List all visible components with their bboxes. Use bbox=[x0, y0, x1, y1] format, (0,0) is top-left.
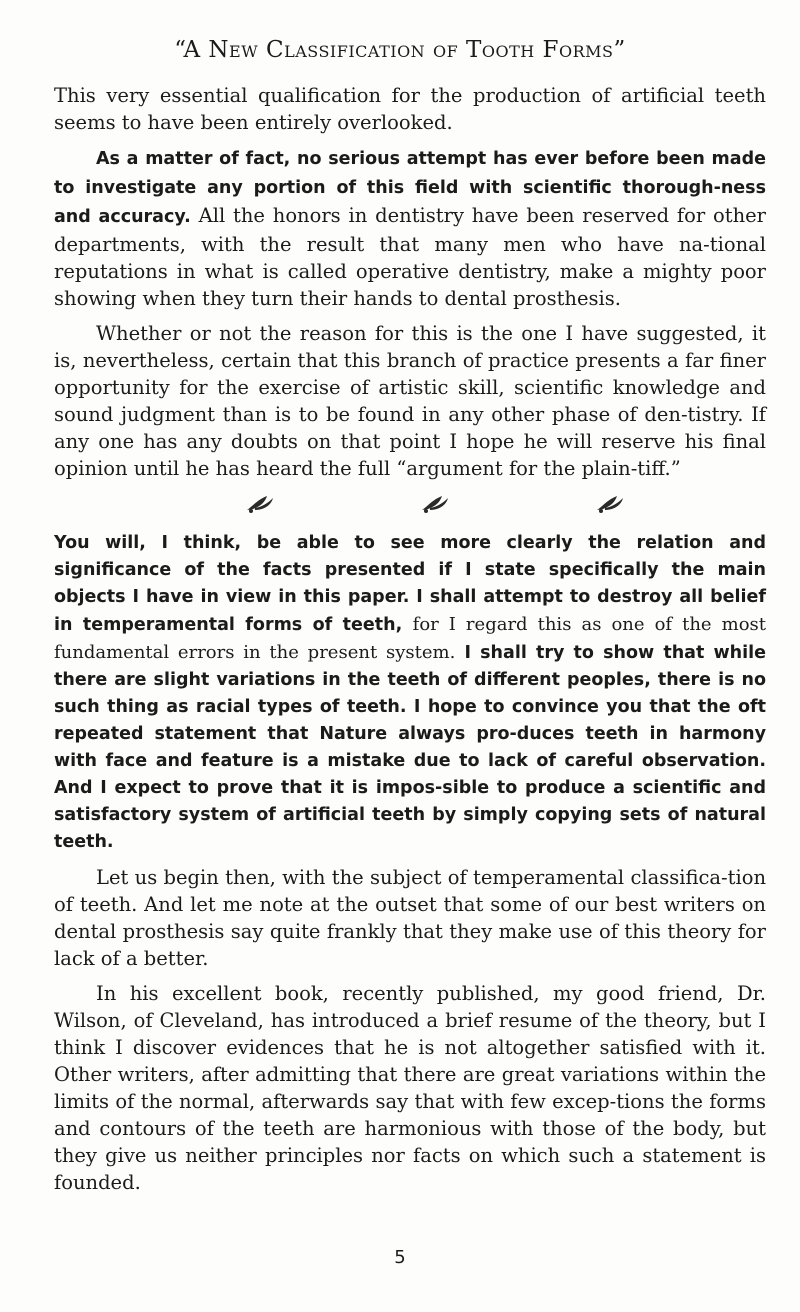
leaf-ornament-icon bbox=[245, 492, 275, 514]
paragraph-6 bbox=[54, 980, 766, 1196]
page-number: 5 bbox=[394, 1247, 406, 1268]
leaf-ornament-icon bbox=[420, 492, 450, 514]
leaf-ornament-icon bbox=[595, 492, 625, 514]
running-head: “A New Classification of Tooth Forms” bbox=[174, 37, 626, 63]
paragraph-4-plain-text: for I regard this as one of the most fundamental errors in the present system. bbox=[54, 614, 766, 663]
paragraph-1 bbox=[54, 82, 766, 136]
paragraph-3 bbox=[54, 320, 766, 482]
section-break-ornaments bbox=[195, 490, 625, 516]
paragraph-6-text: In his excellent book, recently published, my good friend, Dr. Wilson, of Cleveland, has introduced a brief resume of the theory, but I think I discover evidences that he is not altogether satisfied with it. Other writers, after admitting that there are great variations within the limits of the normal, afterwards say that with few excep-tions the forms and contours of the teeth are harmonious with those of the body, but they give us neither principles nor facts on which such a statement is founded. bbox=[54, 982, 766, 1194]
paragraph-3-text: Whether or not the reason for this is the one I have suggested, it is, nevertheless, certain that this branch of practice presents a far finer opportunity for the exercise of artistic skill, scientific knowledge and sound judgment than is to be found in any other phase of den-tistry. If any one has any doubts on that point I hope he will reserve his final opinion until he has heard the full “argument for the plain-tiff.” bbox=[54, 322, 766, 480]
paragraph-1-text: This very essential qualification for the production of artificial teeth seems to have been entirely overlooked. bbox=[54, 84, 766, 134]
paragraph-2-bold-text: As a matter of fact, no serious attempt has ever before been made to investigate any portion of this field with scientific thorough-ness and accuracy. bbox=[54, 149, 766, 227]
paragraph-4 bbox=[54, 530, 766, 856]
paragraph-4-bold-text: You will, I think, be able to see more clearly the relation and significance of the facts presented if I state specifically the main objects I have in view in this paper. I shall attempt to destroy all belief in temperamental forms of teeth, bbox=[54, 533, 766, 635]
body-text bbox=[54, 82, 766, 1204]
paragraph-5-text: Let us begin then, with the subject of temperamental classifica-tion of teeth. And let me note at the outset that some of our best writers on dental prosthesis say quite frankly that they make use of this theory for lack of a better. bbox=[54, 866, 766, 970]
paragraph-2 bbox=[54, 144, 766, 312]
paragraph-2-text: All the honors in dentistry have been reserved for other departments, with the result that many men who have na-tional reputations in what is called operative dentistry, make a mighty poor showing when they turn their hands to dental prosthesis. bbox=[54, 204, 766, 310]
paragraph-4-bold-text-2: I shall try to show that while there are slight variations in the teeth of different peoples, there is no such thing as racial types of teeth. I hope to convince you that the oft repeated statement that Nature always pro-duces teeth in harmony with face and feature is a mistake due to lack of careful observation. And I expect to prove that it is impos-sible to produce a scientific and satisfactory system of artificial teeth by simply copying sets of natural teeth. bbox=[54, 643, 766, 852]
paragraph-5 bbox=[54, 864, 766, 972]
